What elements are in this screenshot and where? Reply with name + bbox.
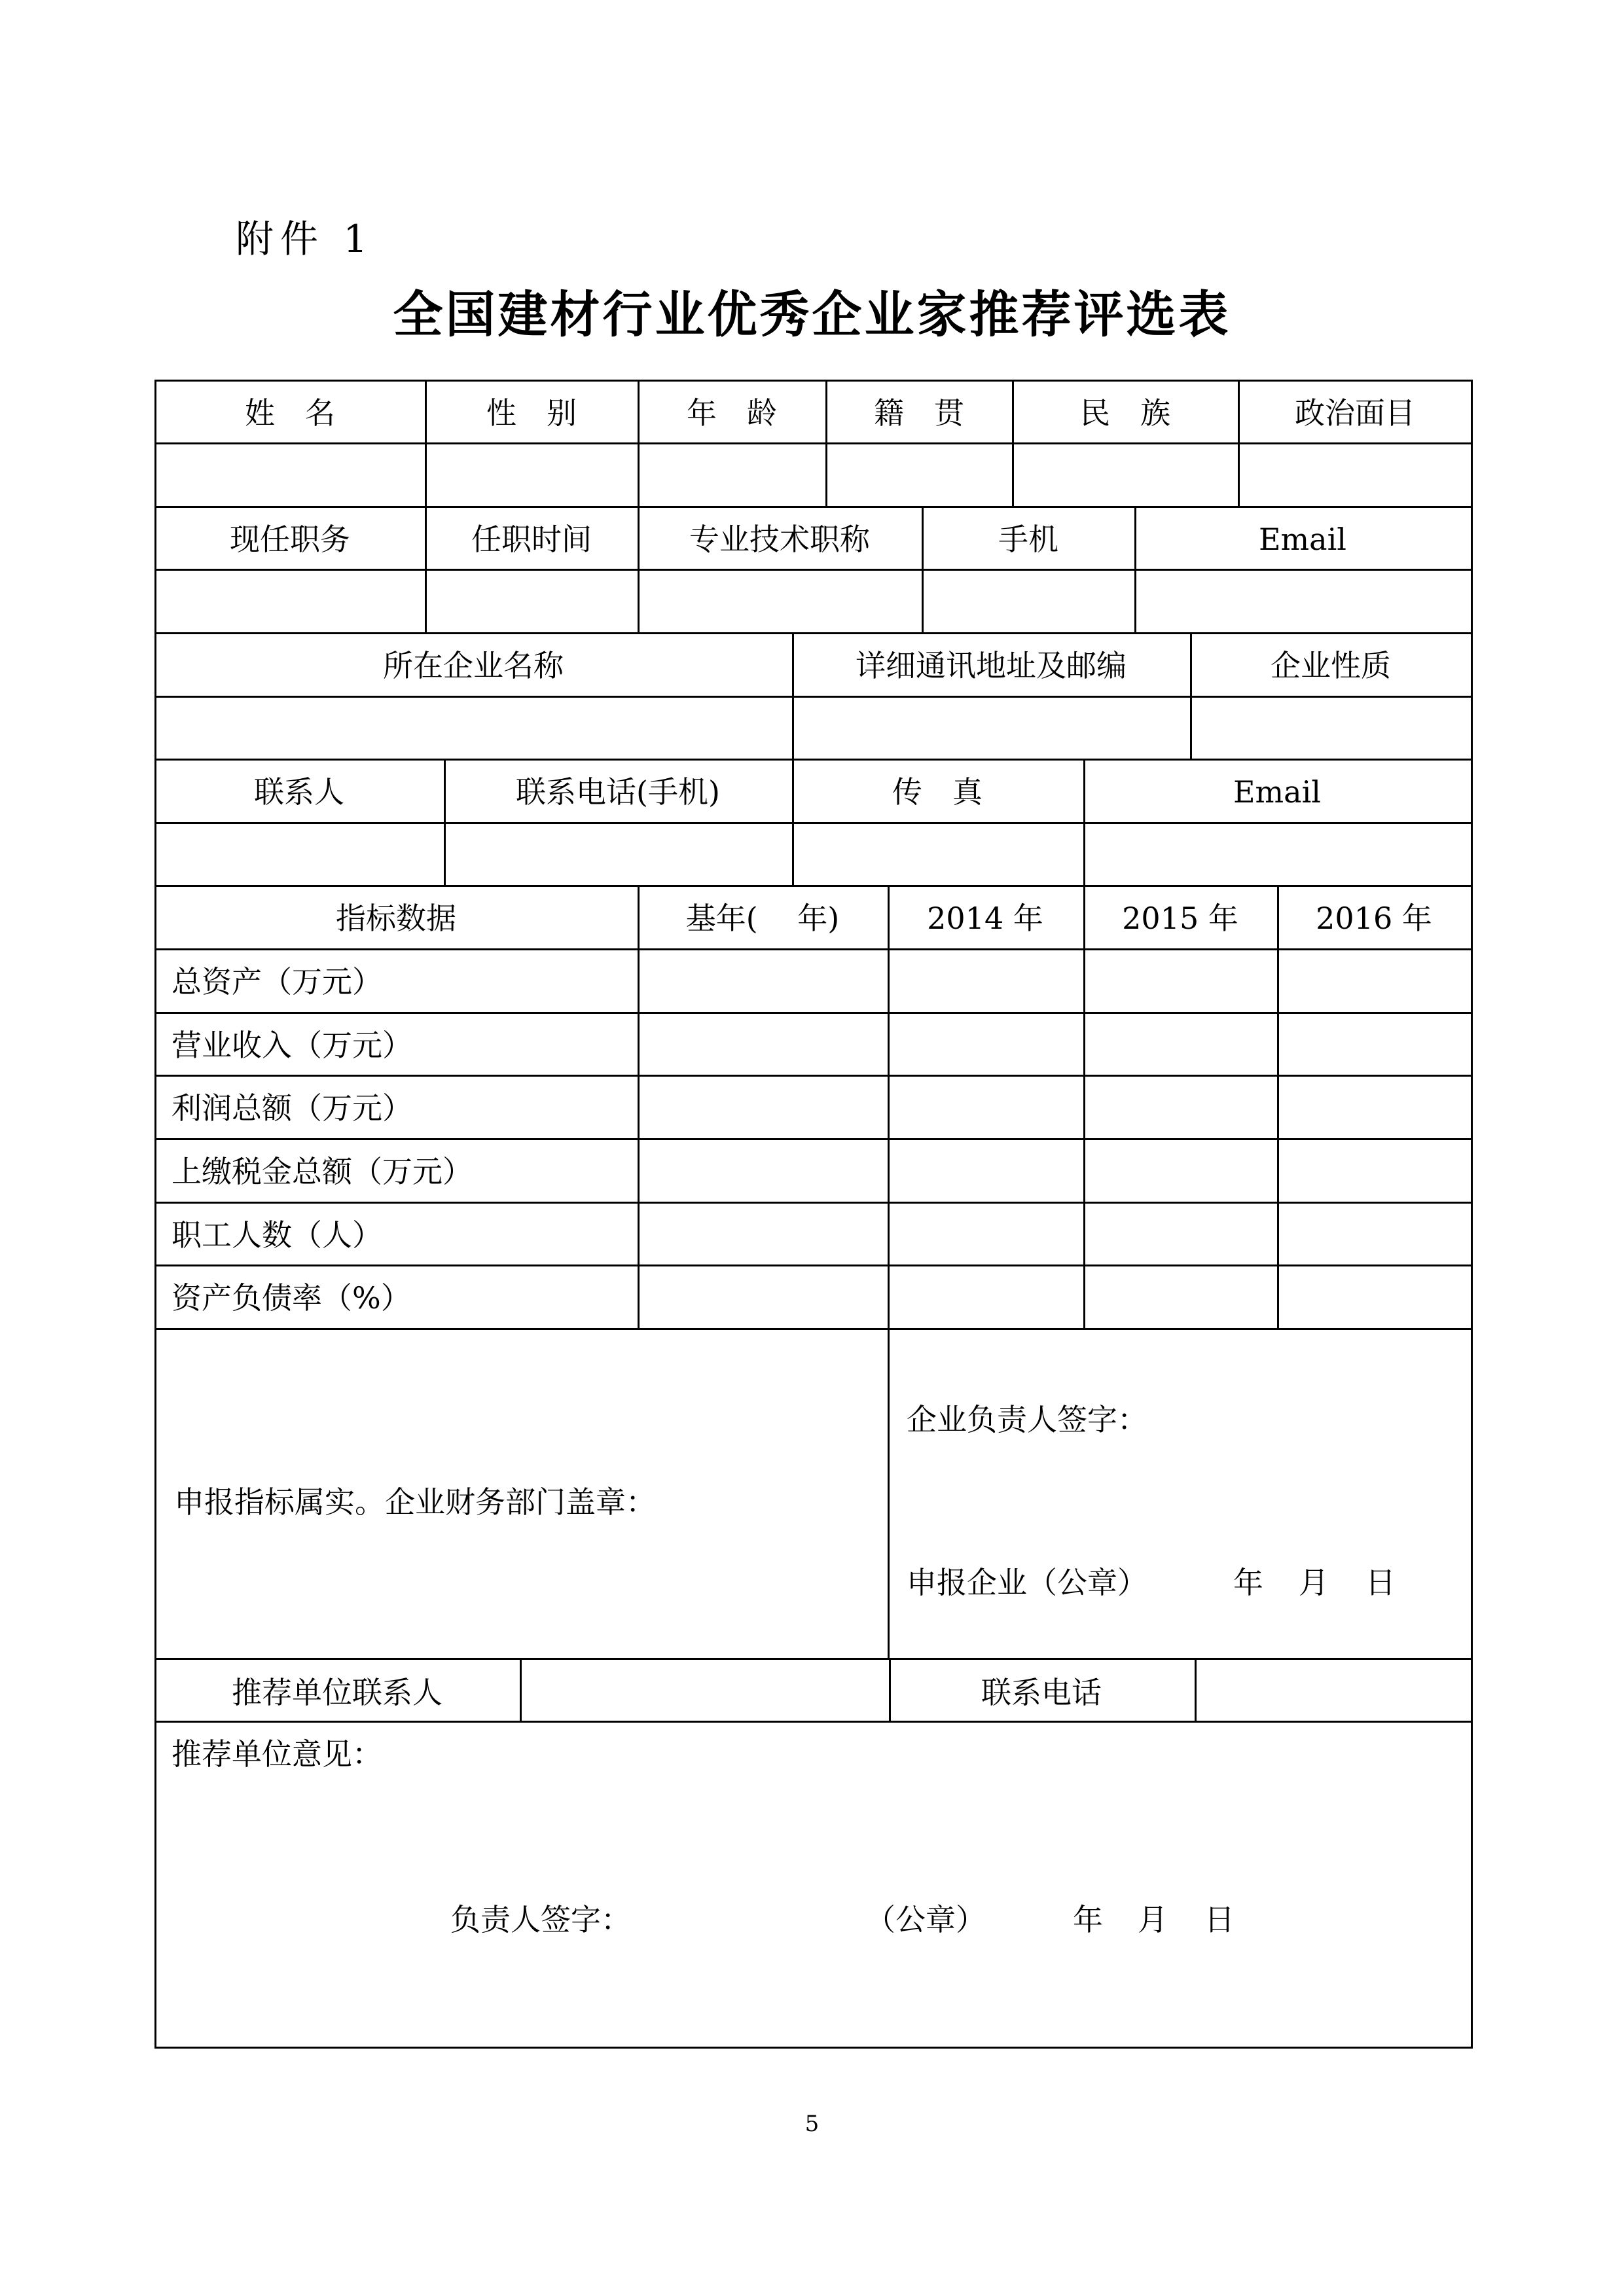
- header-fax: 传 真: [892, 774, 983, 810]
- header-indicator-data: 指标数据: [336, 901, 456, 936]
- header-professional-title: 专业技术职称: [689, 522, 870, 557]
- column-divider: [1190, 632, 1192, 759]
- row-divider: [154, 948, 1473, 950]
- column-divider: [792, 759, 794, 885]
- column-divider: [792, 632, 794, 759]
- row-divider: [154, 885, 1473, 887]
- column-divider: [638, 380, 640, 506]
- indicator-taxes-paid: 上缴税金总额（万元）: [171, 1154, 473, 1189]
- indicator-total-profit: 利润总额（万元）: [171, 1090, 412, 1126]
- column-divider: [1083, 759, 1085, 885]
- header-year-2014: 2014 年: [927, 901, 1043, 936]
- enterprise-date-day: 日: [1365, 1565, 1396, 1600]
- column-divider: [1277, 885, 1279, 1328]
- column-divider: [1083, 885, 1085, 1328]
- recommender-contact-label: 推荐单位联系人: [232, 1675, 442, 1710]
- header-company-name: 所在企业名称: [383, 648, 564, 683]
- column-divider: [888, 885, 890, 1328]
- header-contact-person: 联系人: [254, 774, 344, 810]
- row-divider: [154, 1202, 1473, 1204]
- indicator-total-assets: 总资产（万元）: [171, 964, 382, 999]
- row-divider: [154, 506, 1473, 508]
- header-name: 姓 名: [245, 395, 335, 431]
- header-gender: 性 别: [486, 395, 577, 431]
- column-divider: [1238, 380, 1240, 506]
- header-appointment-time: 任职时间: [471, 522, 592, 557]
- row-divider: [154, 569, 1473, 571]
- responsible-sign-label: 负责人签字：: [450, 1902, 631, 1937]
- column-divider: [888, 1328, 890, 1658]
- column-divider: [638, 506, 640, 632]
- opinion-date-day: 日: [1204, 1902, 1235, 1937]
- header-contact-email: Email: [1233, 774, 1322, 810]
- row-divider: [154, 1721, 1473, 1723]
- page-number: 5: [804, 2111, 820, 2137]
- column-divider: [444, 759, 446, 885]
- official-seal-label: （公章）: [865, 1902, 986, 1937]
- row-divider: [154, 1328, 1473, 1330]
- header-native-place: 籍 贯: [874, 395, 964, 431]
- enterprise-seal-label: 申报企业（公章）: [907, 1565, 1147, 1600]
- column-divider: [1195, 1658, 1197, 1721]
- column-divider: [638, 885, 640, 1328]
- column-divider: [425, 506, 427, 632]
- row-divider: [154, 759, 1473, 761]
- row-divider: [154, 1012, 1473, 1014]
- header-company-type: 企业性质: [1271, 648, 1391, 683]
- row-divider: [154, 442, 1473, 444]
- form-title: 全国建材行业优秀企业家推荐评选表: [393, 285, 1231, 344]
- table-border-top: [154, 380, 1473, 382]
- table-border-left: [154, 380, 156, 2049]
- row-divider: [154, 696, 1473, 698]
- column-divider: [425, 380, 427, 506]
- header-mobile: 手机: [998, 522, 1058, 557]
- opinion-date-year: 年: [1073, 1902, 1103, 1937]
- header-current-position: 现任职务: [230, 522, 350, 557]
- table-border-bottom: [154, 2047, 1473, 2049]
- column-divider: [1134, 506, 1136, 632]
- row-divider: [154, 822, 1473, 824]
- header-year-2016: 2016 年: [1316, 901, 1432, 936]
- annex-label: 附件 1: [236, 217, 374, 261]
- column-divider: [1012, 380, 1014, 506]
- opinion-date-month: 月: [1138, 1902, 1168, 1937]
- column-divider: [520, 1658, 522, 1721]
- indicator-employees: 职工人数（人）: [171, 1217, 382, 1253]
- row-divider: [154, 1265, 1473, 1266]
- header-base-year: 基年( 年): [685, 901, 840, 936]
- finance-statement: 申报指标属实。企业财务部门盖章：: [174, 1484, 656, 1520]
- column-divider: [922, 506, 924, 632]
- enterprise-date-year: 年: [1233, 1565, 1263, 1600]
- column-divider: [825, 380, 827, 506]
- header-year-2015: 2015 年: [1122, 901, 1238, 936]
- header-ethnicity: 民 族: [1080, 395, 1170, 431]
- contact-phone-label: 联系电话: [981, 1675, 1102, 1710]
- row-divider: [154, 1138, 1473, 1140]
- recommender-opinion-label: 推荐单位意见：: [171, 1736, 382, 1772]
- header-contact-phone: 联系电话(手机): [516, 774, 720, 810]
- header-address-postcode: 详细通讯地址及邮编: [856, 648, 1127, 683]
- row-divider: [154, 1075, 1473, 1077]
- row-divider: [154, 632, 1473, 634]
- header-age: 年 龄: [687, 395, 777, 431]
- row-divider: [154, 1658, 1473, 1660]
- table-border-right: [1471, 380, 1473, 2049]
- enterprise-sign-label: 企业负责人签字：: [907, 1402, 1147, 1437]
- header-email: Email: [1258, 522, 1347, 557]
- header-political-status: 政治面目: [1295, 395, 1415, 431]
- enterprise-date-month: 月: [1299, 1565, 1329, 1600]
- indicator-debt-ratio: 资产负债率（%）: [171, 1280, 411, 1316]
- column-divider: [889, 1658, 891, 1721]
- indicator-revenue: 营业收入（万元）: [171, 1028, 412, 1063]
